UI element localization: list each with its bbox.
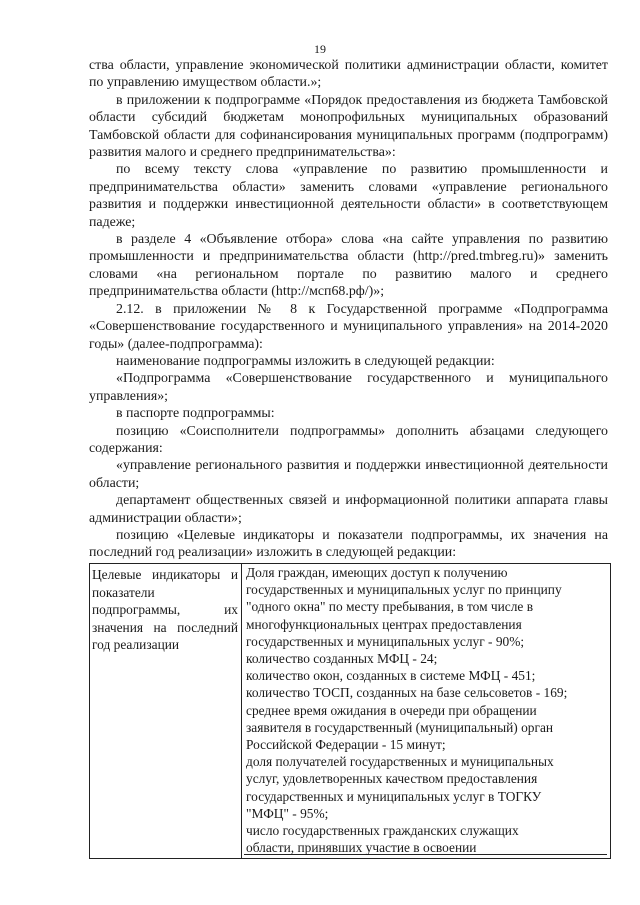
paragraph: 2.12. в приложении № 8 к Государственной программе «Подпрограмма «Совершенствование государственного и муниципального управления» на 2014-2020 годы» (далее-подпрограмма): [89,301,608,352]
table-cell-line: государственных и муниципальных услуг в ТОГКУ [246,788,542,804]
table-cell-line: "МФЦ" - 95%; [246,805,329,821]
table-cell-line: число государственных гражданских служащих [246,823,519,839]
column-divider [241,564,242,858]
paragraph: в разделе 4 «Объявление отбора» слова «на сайте управления по развитию промышленности и предпринимательства области (http://pred.tmbreg.ru)» заменить словами «на региональном портале по развитию малого и среднего предпринимательства области (http://мсп68.рф/)»; [89,232,608,300]
table-cell-label: Целевые индикаторы и показатели подпрограммы, их значения на последний год реализации [92,567,238,653]
document-body [89,57,608,562]
table-cell-line: среднее время ожидания в очереди при обращении [246,702,537,718]
paragraph: наименование подпрограммы изложить в следующей редакции: [116,353,495,369]
paragraph: «управление регионального развития и поддержки инвестиционной деятельности области; [89,458,608,491]
table-cell-line: количество ТОСП, созданных на базе сельсоветов - 169; [246,685,568,701]
table-cell-line: доля получателей государственных и муниципальных [246,754,554,770]
paragraph: «Подпрограмма «Совершенствование государственного и муниципального управления»; [89,371,608,404]
paragraph: в приложении к подпрограмме «Порядок предоставления из бюджета Тамбовской области субсидий бюджетам монопрофильных муниципальных образований Тамбовской области для софинансирования муниципальных программ (подпрограмм) развития малого и среднего предпринимательства»: [89,92,608,161]
table-cell-line: Российской Федерации - 15 минут; [246,737,446,753]
table-cell-value [246,564,608,856]
table-cell-line: области, принявших участие в освоении [246,840,477,856]
table-cell-line: многофункциональных центрах предоставления [246,616,522,632]
paragraph: позицию «Соисполнители подпрограммы» дополнить абзацами следующего содержания: [89,423,608,456]
paragraph: ства области, управление экономической политики администрации области, комитет по управлению имуществом области.»; [89,58,608,91]
page-number: 19 [314,42,326,56]
table-cell-line: государственных и муниципальных услуг - 90%; [246,633,525,649]
paragraph: по всему тексту слова «управление по развитию промышленности и предпринимательства области» заменить словами «управление регионального развития и поддержки инвестиционной деятельности области» в соответствующем падеже; [89,162,608,230]
table-cell-line: количество окон, созданных в системе МФЦ - 451; [246,668,536,684]
paragraph: позицию «Целевые индикаторы и показатели подпрограммы, их значения на последний год реализации» изложить в следующей редакции: [89,527,608,561]
table-cell-line: государственных и муниципальных услуг по принципу [246,582,562,598]
passport-table [89,563,611,859]
table-cell-line: "одного окна" по месту пребывания, в том числе в [246,599,534,615]
table-cell-line: заявителя в государственный (муниципальный) орган [246,719,554,735]
paragraph: департамент общественных связей и информационной политики аппарата главы администрации области»; [89,493,608,526]
paragraph: в паспорте подпрограммы: [116,406,275,422]
table-cell-line: количество созданных МФЦ - 24; [246,651,438,667]
table-cell-line: Доля граждан, имеющих доступ к получению [246,565,508,580]
table-cell-line: услуг, удовлетворенных качеством предоставления [246,771,538,787]
